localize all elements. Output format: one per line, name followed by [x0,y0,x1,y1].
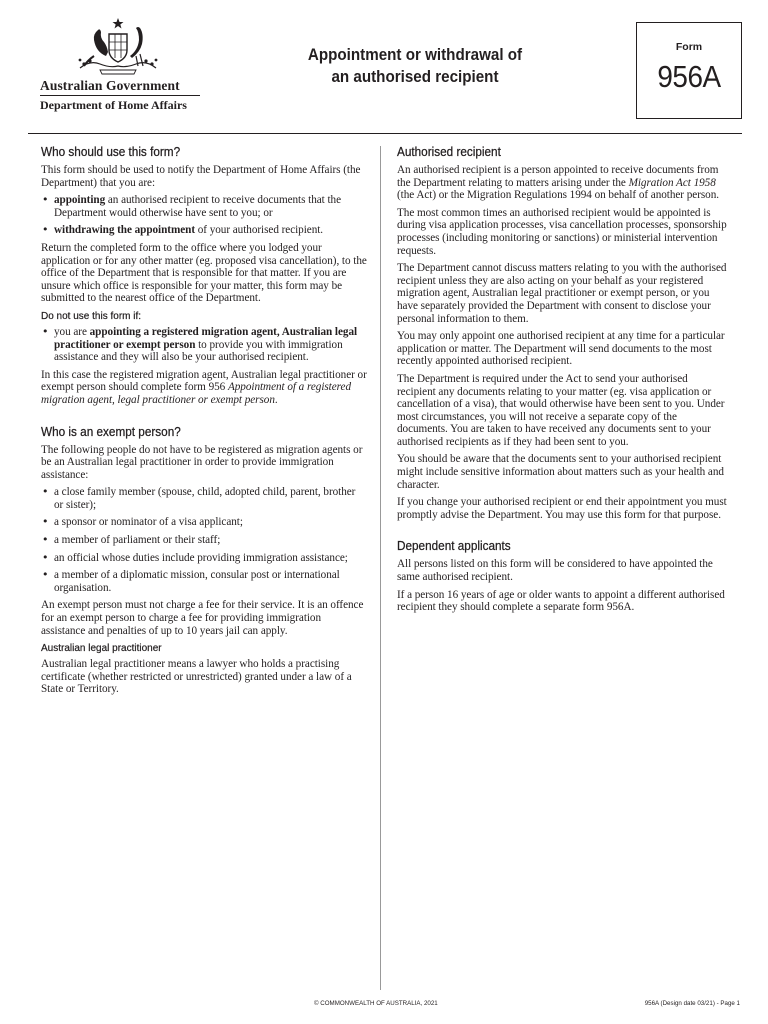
authorised-recipient-para7: If you change your authorised recipient or end their appointment you must promptly advise the Department. You may use this form for that purpose. [397,496,727,521]
list-item: • you are appointing a registered migration agent, Australian legal practitioner or exempt person to provide you with immigration assistance and they will also be your authorised recipient. [41,326,367,364]
coat-of-arms-icon [76,16,160,76]
dependent-applicants-para1: All persons listed on this form will be considered to have appointed the same authorised recipient. [397,558,713,584]
authorised-recipient-para2: The most common times an authorised recipient would be appointed is during visa application processes, visa cancellation processes, sponsorship processes (including monitoring or sanctions) or ministerial intervention requests. [397,206,727,257]
case-paragraph: In this case the registered migration agent, Australian legal practitioner or exempt person should complete form 956 Appointment of a registered migration agent, legal practitioner or exempt person. [41,368,367,406]
do-not-use-list [41,326,367,364]
return-form-paragraph: Return the completed form to the office where you lodged your application or for any other matter (eg. proposed visa cancellation), to the office of the Department that is responsible for that matter. If you are unsure which office is responsible for your matter, this form may be submitted to the nearest office of the Department. [41,241,367,305]
who-should-use-heading: Who should use this form? [41,145,181,159]
authorised-recipient-para1: An authorised recipient is a person appointed to receive documents from the Department relating to matters arising under the Migration Act 1958 (the Act) or the Migration Regulations 1994 on behalf of another person. [397,164,720,202]
authorised-recipient-para3: The Department cannot discuss matters relating to you with the authorised recipient unless they are also acting on your behalf as your registered migration agent, Australian legal practitioner or exempt person, or you have separately provided the Department with consent to disclose your personal information to them. [397,262,727,325]
who-should-use-intro: This form should be used to notify the Department of Home Affairs (the Department) that you are: [41,164,361,189]
exempt-fee-paragraph: An exempt person must not charge a fee for their service. It is an offence for an exempt person to charge a fee for providing immigration assistance and penalties of up to 10 years jail can apply. [41,599,364,637]
page-header [0,0,768,136]
authorised-recipient-para4: You may only appoint one authorised recipient at any time for a particular application or matter. The Department will send documents to the most recently appointed authorised recipient. [397,330,725,368]
department-name: Department of Home Affairs [40,98,187,112]
copyright-notice: © COMMONWEALTH OF AUSTRALIA, 2021 [314,1000,438,1007]
legal-practitioner-paragraph: Australian legal practitioner means a lawyer who holds a practising certificate (whether restricted or unrestricted) granted under a law of a State or Territory. [41,658,352,696]
who-should-use-list [41,194,367,237]
page-info: 956A (Design date 03/21) - Page 1 [644,1000,740,1007]
authorised-recipient-para6: You should be aware that the documents sent to your authorised recipient might include sensitive information about matters such as your health and character. [397,453,724,491]
authorised-recipient-heading: Authorised recipient [397,145,501,159]
list-item: • withdrawing the appointment of your authorised recipient. [41,224,367,237]
government-name: Australian Government [40,78,180,93]
exempt-person-heading: Who is an exempt person? [41,424,181,439]
dependent-applicants-para2: If a person 16 years of age or older wants to appoint a different authorised recipient they should complete a separate form 956A. [397,588,725,614]
list-item: • a member of a diplomatic mission, consular post or international organisation. [41,569,367,594]
form-label: Form [675,41,703,53]
left-column [41,144,367,701]
list-item: • a close family member (spouse, child, adopted child, parent, brother or sister); [41,486,367,511]
exempt-person-intro: The following people do not have to be registered as migration agents or be an Australian legal practitioner in order to provide immigration assistance: [41,443,363,481]
form-title-line1: Appointment or withdrawal of [307,46,523,64]
list-item: • a member of parliament or their staff; [41,534,367,547]
do-not-use-heading: Do not use this form if: [41,310,142,322]
legal-practitioner-heading: Australian legal practitioner [41,643,162,655]
list-item: • an official whose duties include providing immigration assistance; [41,552,367,565]
column-divider [380,146,381,990]
form-title-line2: an authorised recipient [331,68,499,86]
right-column [397,144,727,619]
form-title [282,44,549,88]
list-item: • appointing an authorised recipient to receive documents that the Department would otherwise have sent to you; or [41,194,367,219]
list-item: • a sponsor or nominator of a visa applicant; [41,516,367,529]
dependent-applicants-heading: Dependent applicants [397,539,511,554]
header-divider [28,133,742,134]
form-number: 956A [657,59,721,94]
authorised-recipient-para5: The Department is required under the Act to send your authorised recipient any documents relating to your matter (eg. visa application or cancellation of a visa), that would otherwise have been sent to you. Under most circumstances, you will not receive a separate copy of the documents. You are taken to have received any documents sent to your authorised recipients as if they had been sent to you. [397,372,725,448]
logo-divider [40,95,200,96]
exempt-person-list [41,486,367,594]
form-number-box [636,22,742,119]
